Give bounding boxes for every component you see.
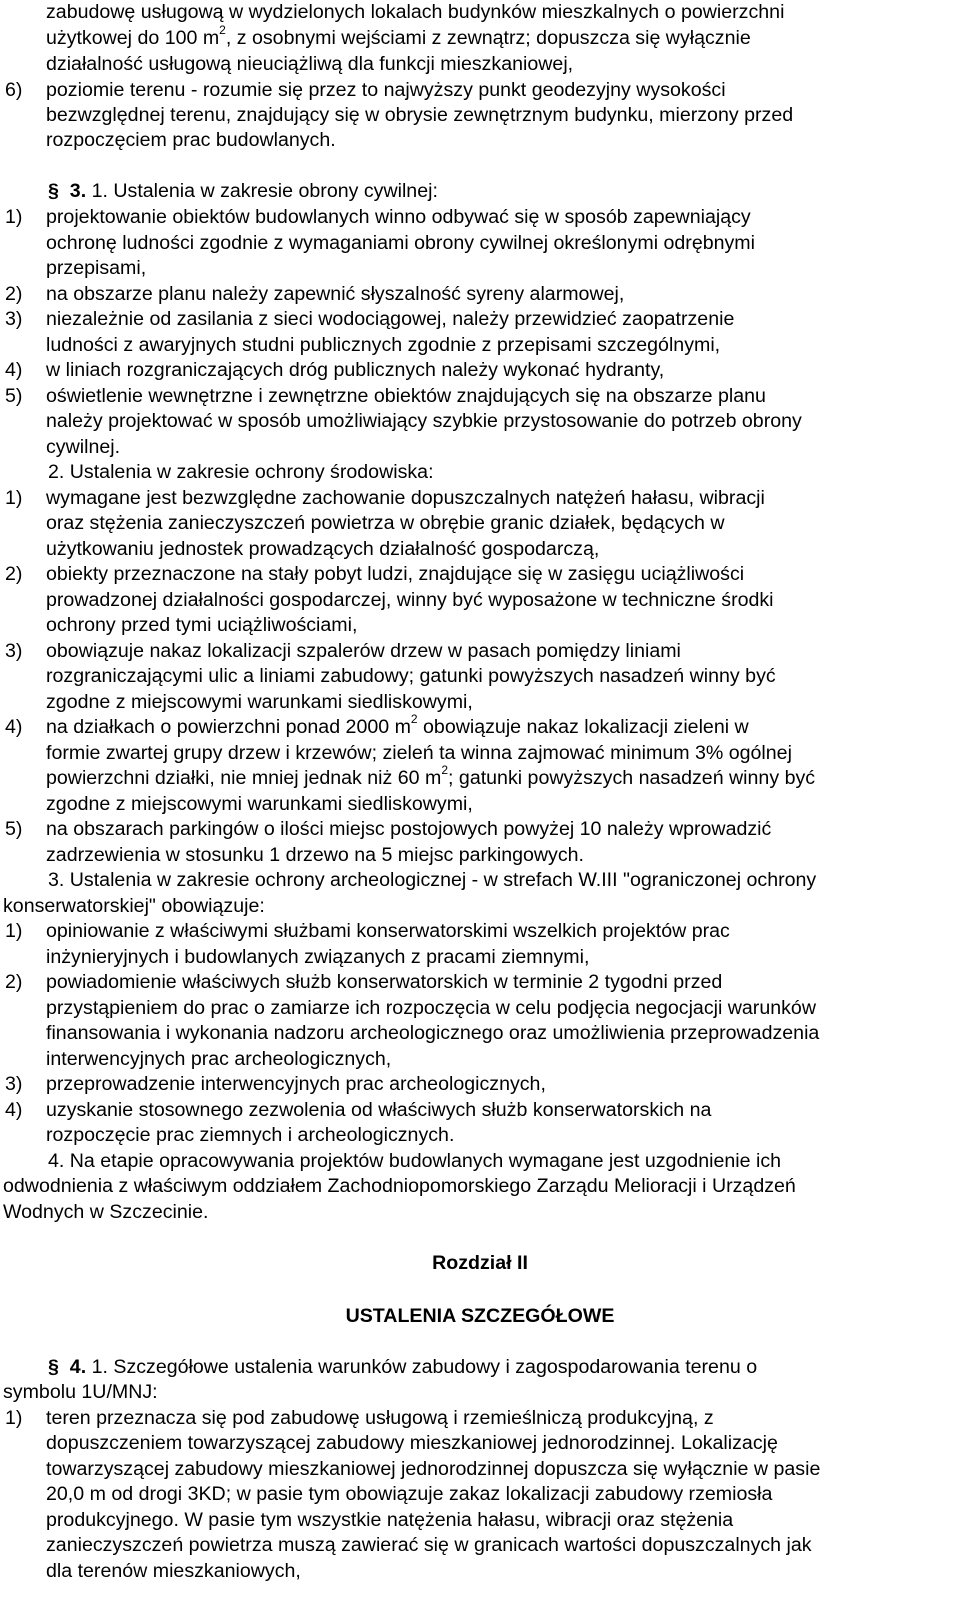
text-line: przeprowadzenie interwencyjnych prac archeologicznych, [46,1073,546,1095]
text-line: ochronę ludności zgodnie z wymaganiami obrony cywilnej określonymi odrębnymi [46,232,755,254]
text-line: zgodne z miejscowymi warunkami siedliskowymi, [46,691,473,713]
text-line: działalność usługową nieuciążliwą dla funkcji mieszkaniowej, [46,53,574,75]
list-number: 1) [5,920,23,942]
text-line: formie zwartej grupy drzew i krzewów; zieleń ta winna zajmować minimum 3% ogólnej [46,742,792,764]
text-line: zadrzewienia w stosunku 1 drzewo na 5 miejsc parkingowych. [46,844,584,866]
text-segment: powierzchni działki, nie mniej jednak niż 60 m [46,767,442,789]
text-line: projektowanie obiektów budowlanych winno odbywać się w sposób zapewniający [46,206,751,228]
text-segment: 1. Ustalenia w zakresie obrony cywilnej: [86,180,438,202]
text-line: zabudowę usługową w wydzielonych lokalach budynków mieszkalnych o powierzchni [46,1,785,23]
text-line: uzyskanie stosownego zezwolenia od właściwych służb konserwatorskich na [46,1099,712,1121]
list-number: 5) [5,818,23,840]
text-line: na obszarach parkingów o ilości miejsc postojowych powyżej 10 należy wprowadzić [46,818,772,840]
list-number: 2) [5,971,23,993]
text-line: prowadzonej działalności gospodarczej, winny być wyposażone w techniczne środki [46,589,774,611]
list-number: 4) [5,716,23,738]
text-line: symbolu 1U/MNJ: [3,1381,158,1403]
list-number: 6) [5,79,23,101]
text-line: rozpoczęcie prac ziemnych i archeologicznych. [46,1124,455,1146]
text-line: dopuszczeniem towarzyszącej zabudowy mieszkaniowej jednorodzinnej. Lokalizację [46,1432,778,1454]
text-line: bezwzględnej terenu, znajdujący się w obrysie zewnętrznym budynku, mierzony przed [46,104,794,126]
text-line: oświetlenie wewnętrzne i zewnętrzne obiektów znajdujących się na obszarze planu [46,385,766,407]
superscript: 2 [219,23,226,38]
text-line: przepisami, [46,257,147,279]
text-line: w liniach rozgraniczających dróg publicznych należy wykonać hydranty, [46,359,665,381]
list-number: 3) [5,1073,23,1095]
text-line: obiekty przeznaczone na stały pobyt ludzi, znajdujące się w zasięgu uciążliwości [46,563,745,585]
section-sign: § [48,1356,59,1378]
text-line: finansowania i wykonania nadzoru archeologicznego oraz umożliwienia przeprowadzenia [46,1022,820,1044]
text-line: dla terenów mieszkaniowych, [46,1560,301,1582]
list-number: 1) [5,1407,23,1429]
text-line: interwencyjnych prac archeologicznych, [46,1048,392,1070]
text-line: towarzyszącej zabudowy mieszkaniowej jednorodzinnej dopuszcza się wyłącznie w pasie [46,1458,821,1480]
text-line: rozgraniczającymi ulic a liniami zabudowy; gatunki powyższych nasadzeń winny być [46,665,776,687]
section-number: 3. [69,180,87,202]
text-line: konserwatorskiej" obowiązuje: [3,895,265,917]
text-line: produkcyjnego. W pasie tym wszystkie natężenia hałasu, wibracji oraz stężenia [46,1509,734,1531]
text-line: zanieczyszczeń powietrza muszą zawierać się w granicach wartości dopuszczalnych jak [46,1534,812,1556]
section-heading-4 [48,1355,757,1381]
text-line: inżynieryjnych i budowlanych związanych z pracami ziemnymi, [46,946,590,968]
text-line: ochrony przed tymi uciążliwościami, [46,614,358,636]
text-line: Wodnych w Szczecinie. [3,1201,209,1223]
list-number: 2) [5,563,23,585]
text-line: niezależnie od zasilania z sieci wodociągowej, należy przewidzieć zaopatrzenie [46,308,735,330]
text-line: należy projektować w sposób umożliwiający szybkie przystosowanie do potrzeb obrony [46,410,802,432]
text-line [46,763,816,792]
text-line: przystąpieniem do prac o zamiarze ich rozpoczęcia w celu podjęcia negocjacji warunków [46,997,816,1019]
list-number: 5) [5,385,23,407]
superscript: 2 [410,712,418,727]
text-segment: na działkach o powierzchni ponad 2000 m [46,716,411,738]
list-number: 3) [5,308,23,330]
chapter-heading: Rozdział II [432,1252,528,1274]
text-segment: użytkowej do 100 m [46,27,220,49]
text-line: cywilnej. [46,436,121,458]
list-number: 4) [5,1099,23,1121]
text-line: obowiązuje nakaz lokalizacji szpalerów drzew w pasach pomiędzy liniami [46,640,681,662]
section-number: 4. [69,1356,87,1378]
list-number: 1) [5,487,23,509]
text-line: ludności z awaryjnych studni publicznych zgodnie z przepisami szczególnymi, [46,334,721,356]
text-line: zgodne z miejscowymi warunkami siedliskowymi, [46,793,473,815]
text-line: rozpoczęciem prac budowlanych. [46,129,336,151]
text-line [46,23,751,52]
text-line: poziomie terenu - rozumie się przez to najwyższy punkt geodezyjny wysokości [46,79,726,101]
section-sign: § [48,180,59,202]
text-line: teren przeznacza się pod zabudowę usługową i rzemieślniczą produkcyjną, z [46,1407,714,1429]
section-heading-3 [48,179,438,205]
text-line: powiadomienie właściwych służb konserwatorskich w terminie 2 tygodni przed [46,971,723,993]
superscript: 2 [441,763,449,778]
text-segment: , z osobnymi wejściami z zewnątrz; dopuszcza się wyłącznie [225,27,751,49]
text-segment: 1. Szczegółowe ustalenia warunków zabudowy i zagospodarowania terenu o [86,1356,758,1378]
text-line: na obszarze planu należy zapewnić słyszalność syreny alarmowej, [46,283,625,305]
paragraph-heading: 2. Ustalenia w zakresie ochrony środowiska: [48,461,434,483]
text-line: odwodnienia z właściwym oddziałem Zachodniopomorskiego Zarządu Melioracji i Urządzeń [3,1175,796,1197]
text-line [46,712,749,741]
text-line: 20,0 m od drogi 3KD; w pasie tym obowiązuje zakaz lokalizacji zabudowy rzemiosła [46,1483,773,1505]
text-line: wymagane jest bezwzględne zachowanie dopuszczalnych natężeń hałasu, wibracji [46,487,765,509]
text-line: opiniowanie z właściwymi służbami konserwatorskimi wszelkich projektów prac [46,920,730,942]
chapter-title: USTALENIA SZCZEGÓŁOWE [345,1305,615,1327]
text-line: oraz stężenia zanieczyszczeń powietrza w obrębie granic działek, będących w [46,512,725,534]
paragraph-heading: 4. Na etapie opracowywania projektów budowlanych wymagane jest uzgodnienie ich [48,1150,782,1172]
text-segment: obowiązuje nakaz lokalizacji zieleni w [417,716,749,738]
text-line: użytkowaniu jednostek prowadzących działalność gospodarczą, [46,538,600,560]
text-segment: ; gatunki powyższych nasadzeń winny być [448,767,816,789]
paragraph-heading: 3. Ustalenia w zakresie ochrony archeologicznej - w strefach W.III "ograniczonej ochrony [48,869,817,891]
list-number: 4) [5,359,23,381]
list-number: 1) [5,206,23,228]
list-number: 2) [5,283,23,305]
list-number: 3) [5,640,23,662]
